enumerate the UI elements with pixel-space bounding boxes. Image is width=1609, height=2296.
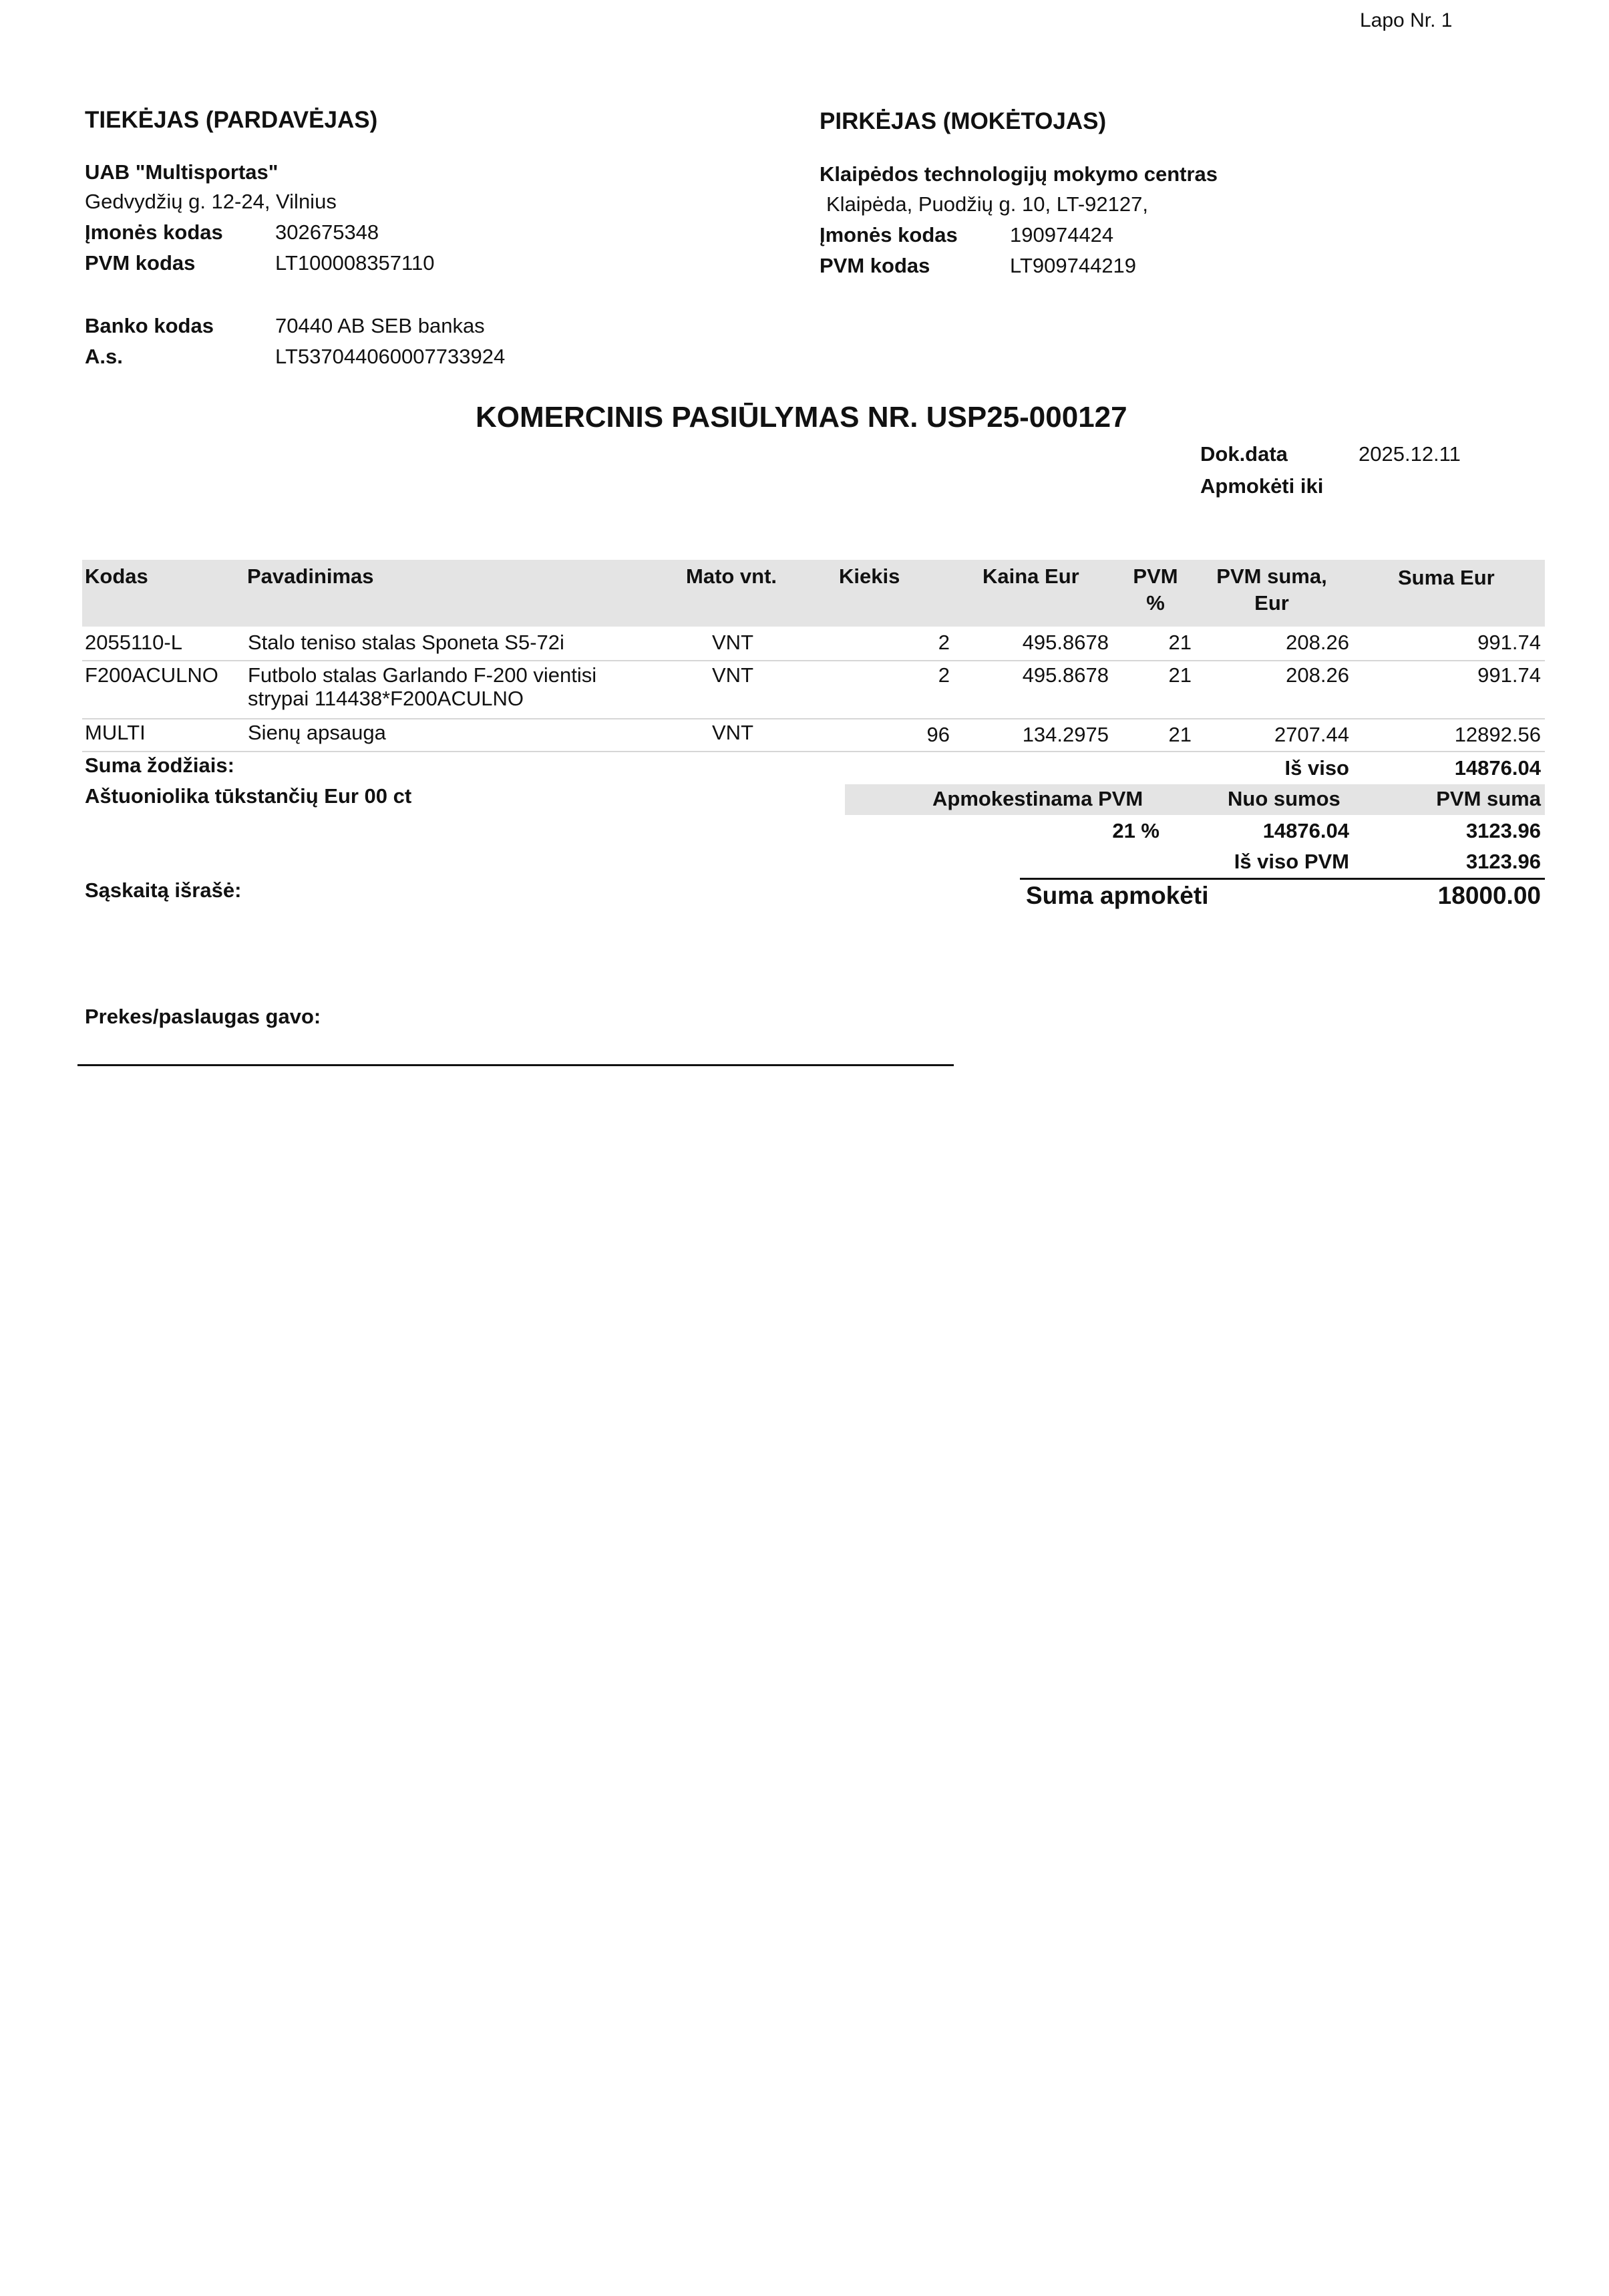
vat-total-value: 3123.96 (1465, 850, 1541, 873)
pay-label: Suma apmokėti (1026, 882, 1209, 909)
row-price: 495.8678 (1022, 631, 1109, 654)
header-sum: Suma Eur (1398, 566, 1495, 589)
header-unit: Mato vnt. (686, 564, 777, 588)
buyer-vat-code: LT909744219 (1010, 254, 1137, 277)
seller-bank-code: 70440 AB SEB bankas (275, 314, 485, 337)
seller-address: Gedvydžių g. 12-24, Vilnius (85, 190, 337, 213)
seller-vat-code: LT100008357110 (275, 251, 435, 275)
pay-value: 18000.00 (1437, 882, 1541, 909)
header-code: Kodas (85, 564, 148, 588)
row-name-continued: strypai 114438*F200ACULNO (248, 687, 524, 710)
row-unit: VNT (712, 663, 753, 687)
page-number (1360, 9, 1452, 32)
buyer-vat-code-label: PVM kodas (820, 254, 930, 277)
row-price: 134.2975 (1022, 723, 1109, 746)
seller-bank-code-label: Banko kodas (85, 314, 214, 337)
pay-until-label: Apmokėti iki (1200, 474, 1324, 498)
buyer-name: Klaipėdos technologijų mokymo centras (820, 162, 1218, 186)
document-title: KOMERCINIS PASIŪLYMAS NR. USP25-000127 (476, 401, 1127, 434)
row-sum: 991.74 (1477, 663, 1541, 687)
page-number-value: 1 (1441, 9, 1453, 31)
row-name: Sienų apsauga (248, 721, 386, 744)
seller-account-label: A.s. (85, 345, 123, 368)
sum-in-words-value: Aštuoniolika tūkstančių Eur 00 ct (85, 784, 412, 808)
issued-by-label: Sąskaitą išrašė: (85, 878, 242, 902)
row-divider (82, 718, 1545, 719)
row-vat-sum: 208.26 (1286, 663, 1349, 687)
seller-heading: TIEKĖJAS (PARDAVĖJAS) (85, 107, 378, 133)
page-number-label: Lapo Nr. (1360, 9, 1436, 31)
total-label: Iš viso (1284, 756, 1349, 780)
header-vat-sum-line2: Eur (1254, 591, 1289, 615)
vat-total-label: Iš viso PVM (1234, 850, 1349, 873)
vat-from-amount: 14876.04 (1262, 819, 1349, 842)
received-by-label: Prekes/paslaugas gavo: (85, 1005, 321, 1028)
header-vat-sum-line1: PVM suma, (1216, 564, 1327, 588)
vat-header-from: Nuo sumos (1228, 787, 1340, 810)
row-code: F200ACULNO (85, 663, 218, 687)
sum-in-words-label: Suma žodžiais: (85, 754, 234, 777)
row-divider (82, 751, 1545, 752)
row-unit: VNT (712, 631, 753, 654)
buyer-address: Klaipėda, Puodžių g. 10, LT-92127, (826, 192, 1148, 216)
row-unit: VNT (712, 721, 753, 744)
row-qty: 96 (926, 723, 950, 746)
header-name: Pavadinimas (247, 564, 374, 588)
row-code: 2055110-L (85, 631, 182, 654)
buyer-company-code: 190974424 (1010, 223, 1114, 247)
row-vat-sum: 208.26 (1286, 631, 1349, 654)
row-code: MULTI (85, 721, 146, 744)
header-vat-sum (1205, 564, 1338, 615)
signature-line (77, 1064, 954, 1066)
total-value: 14876.04 (1454, 756, 1541, 780)
vat-header-payable: Apmokestinama PVM (932, 787, 1143, 810)
seller-company-code-label: Įmonės kodas (85, 220, 223, 244)
header-vat-pct-line1: PVM (1133, 564, 1178, 588)
document-date-label: Dok.data (1200, 442, 1288, 466)
buyer-heading: PIRKĖJAS (MOKĖTOJAS) (820, 108, 1107, 134)
header-qty: Kiekis (839, 564, 900, 588)
row-name: Futbolo stalas Garlando F-200 vientisi (248, 663, 597, 687)
header-price: Kaina Eur (982, 564, 1079, 588)
row-sum: 12892.56 (1454, 723, 1541, 746)
header-vat-pct (1122, 564, 1189, 615)
row-name: Stalo teniso stalas Sponeta S5-72i (248, 631, 564, 654)
buyer-company-code-label: Įmonės kodas (820, 223, 958, 247)
seller-vat-code-label: PVM kodas (85, 251, 196, 275)
row-qty: 2 (938, 631, 950, 654)
row-sum: 991.74 (1477, 631, 1541, 654)
row-price: 495.8678 (1022, 663, 1109, 687)
document-date: 2025.12.11 (1359, 442, 1461, 466)
vat-header-sum: PVM suma (1436, 787, 1541, 810)
header-vat-pct-line2: % (1146, 591, 1165, 615)
seller-name: UAB "Multisportas" (85, 160, 279, 184)
total-rule (1020, 878, 1545, 880)
row-divider (82, 660, 1545, 661)
row-vat-pct: 21 (1168, 723, 1192, 746)
row-vat-sum: 2707.44 (1274, 723, 1349, 746)
seller-company-code: 302675348 (275, 220, 379, 244)
row-vat-pct: 21 (1168, 663, 1192, 687)
row-vat-pct: 21 (1168, 631, 1192, 654)
seller-account: LT537044060007733924 (275, 345, 506, 368)
row-qty: 2 (938, 663, 950, 687)
vat-rate: 21 % (1112, 819, 1159, 842)
vat-sum-amount: 3123.96 (1465, 819, 1541, 842)
